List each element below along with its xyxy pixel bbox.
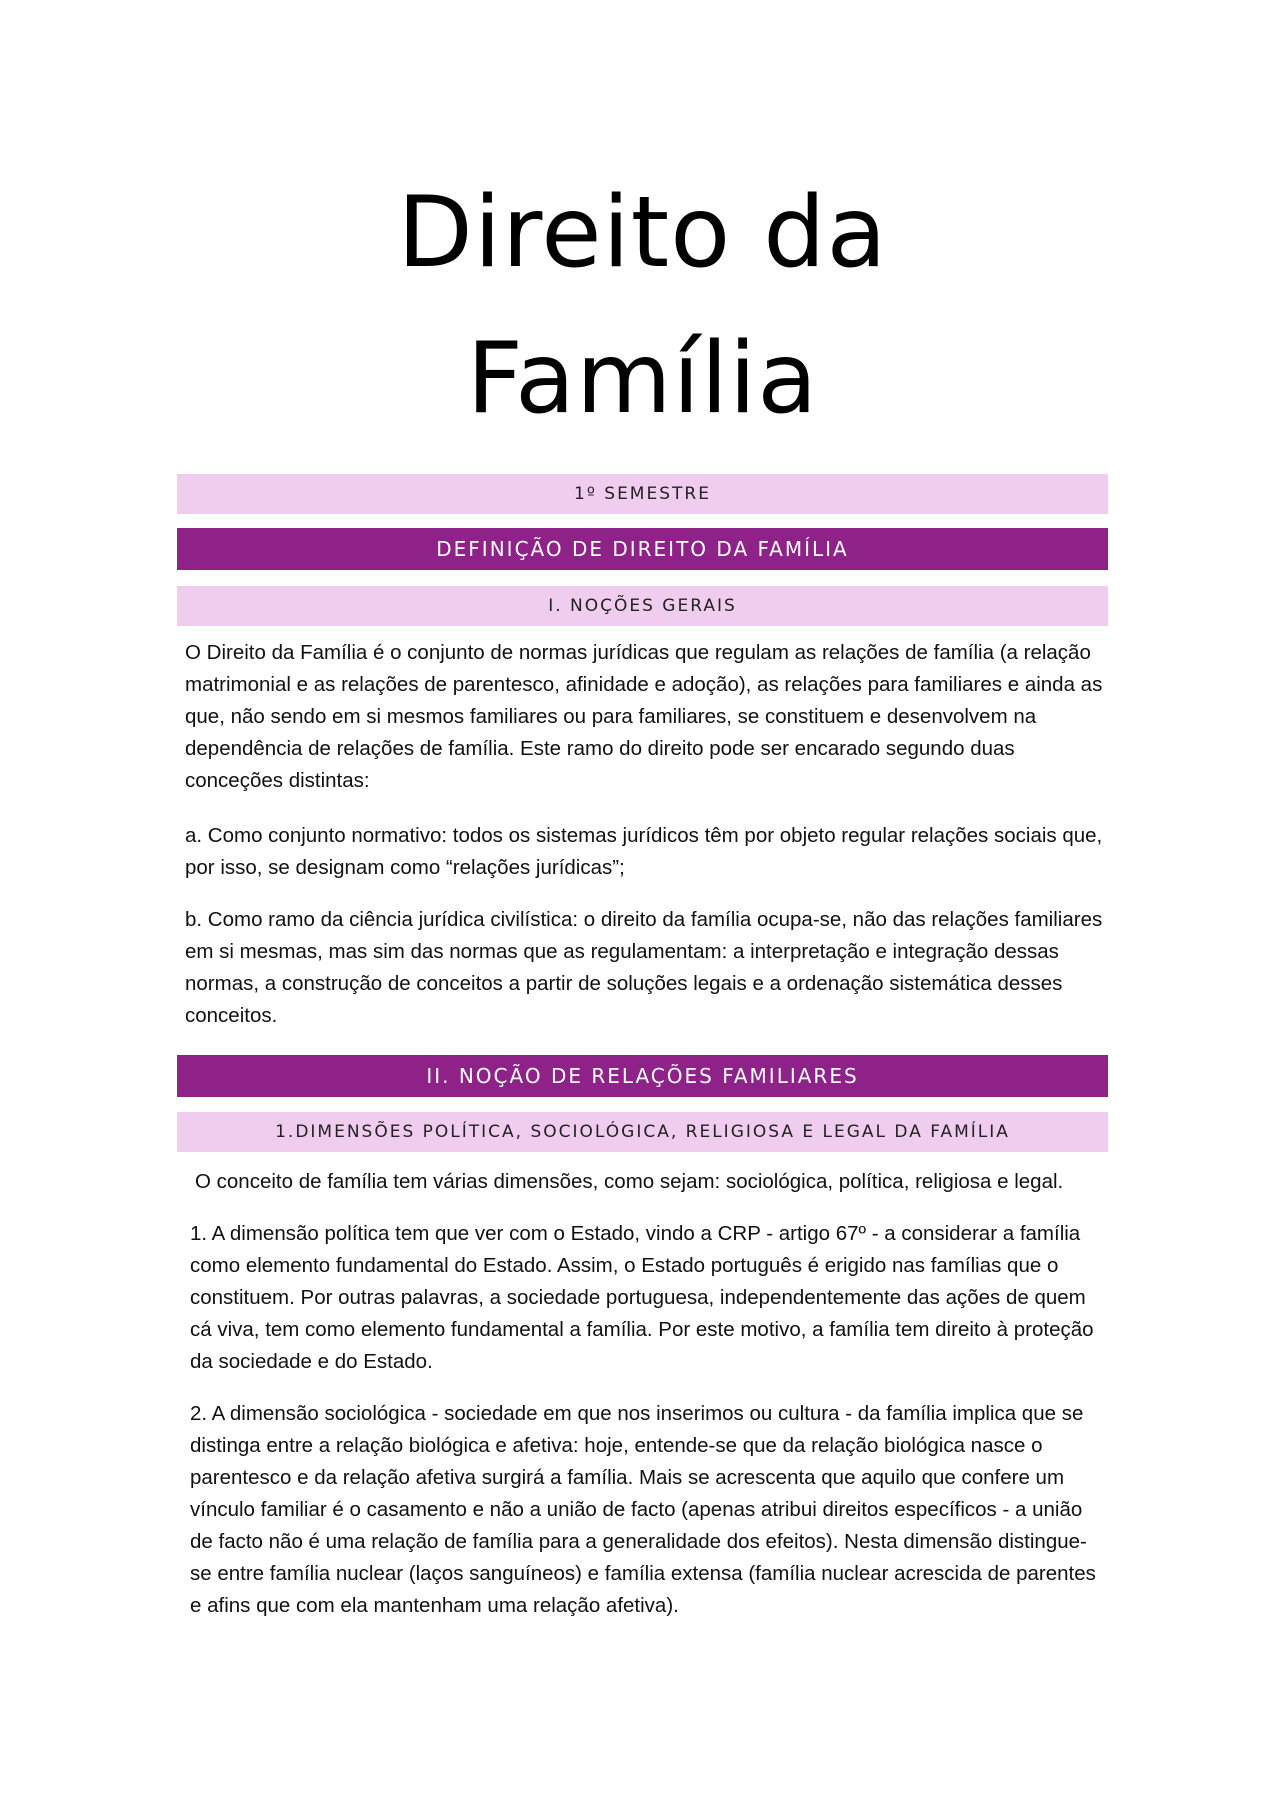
subsection-2-1-heading: 1.DIMENSÕES POLÍTICA, SOCIOLÓGICA, RELIGIOSA E LEGAL DA FAMÍLIA — [177, 1112, 1108, 1152]
point-b-paragraph: b. Como ramo da ciência jurídica civilística: o direito da família ocupa-se, não das relações familiares em si mesmas, mas sim das normas que as regulamentam: a interpretação e integração dessas normas, a construção de conceitos a partir de soluções legais e a ordenação sistemática desses conceitos. — [185, 908, 1103, 1027]
definition-heading: DEFINIÇÃO DE DIREITO DA FAMÍLIA — [177, 528, 1108, 570]
document-title-line-1: Direito da — [397, 176, 888, 290]
semester-heading: 1º SEMESTRE — [177, 474, 1108, 514]
point-a-paragraph: a. Como conjunto normativo: todos os sistemas jurídicos têm por objeto regular relações sociais que, por isso, se designam como “relações jurídicas”; — [185, 824, 1103, 879]
intro-paragraph: O Direito da Família é o conjunto de normas jurídicas que regulam as relações de família (a relação matrimonial e as relações de parentesco, afinidade e adoção), as relações para familiares e ainda as que, não sendo em si mesmos familiares ou para familiares, se constituem e desenvolvem na dependência de relações de família. Este ramo do direito pode ser encarado segundo duas conceções distintas: — [185, 641, 1103, 792]
dimensions-intro-paragraph: O conceito de família tem várias dimensões, como sejam: sociológica, política, religiosa e legal. — [195, 1170, 1064, 1193]
dimension-1-paragraph: 1. A dimensão política tem que ver com o Estado, vindo a CRP - artigo 67º - a considerar a família como elemento fundamental do Estado. Assim, o Estado português é erigido nas famílias que o constituem. Por outras palavras, a sociedade portuguesa, independentemente das ações de quem cá viva, tem como elemento fundamental a família. Por este motivo, a família tem direito à proteção da sociedade e do Estado. — [190, 1222, 1094, 1373]
document-title-line-2: Família — [466, 322, 819, 436]
section-1-heading: I. NOÇÕES GERAIS — [177, 586, 1108, 626]
section-2-heading: II. NOÇÃO DE RELAÇÕES FAMILIARES — [177, 1055, 1108, 1097]
document-title — [177, 160, 1108, 452]
dimension-2-paragraph: 2. A dimensão sociológica - sociedade em que nos inserimos ou cultura - da família implica que se distinga entre a relação biológica e afetiva: hoje, entende-se que da relação biológica nasce o parentesco e da relação afetiva surgirá a família. Mais se acrescenta que aquilo que confere um vínculo familiar é o casamento e não a união de facto (apenas atribui direitos específicos - a união de facto não é uma relação de família para a generalidade dos efeitos). Nesta dimensão distingue-se entre família nuclear (laços sanguíneos) e família extensa (família nuclear acrescida de parentes e afins que com ela mantenham uma relação afetiva). — [190, 1402, 1096, 1617]
